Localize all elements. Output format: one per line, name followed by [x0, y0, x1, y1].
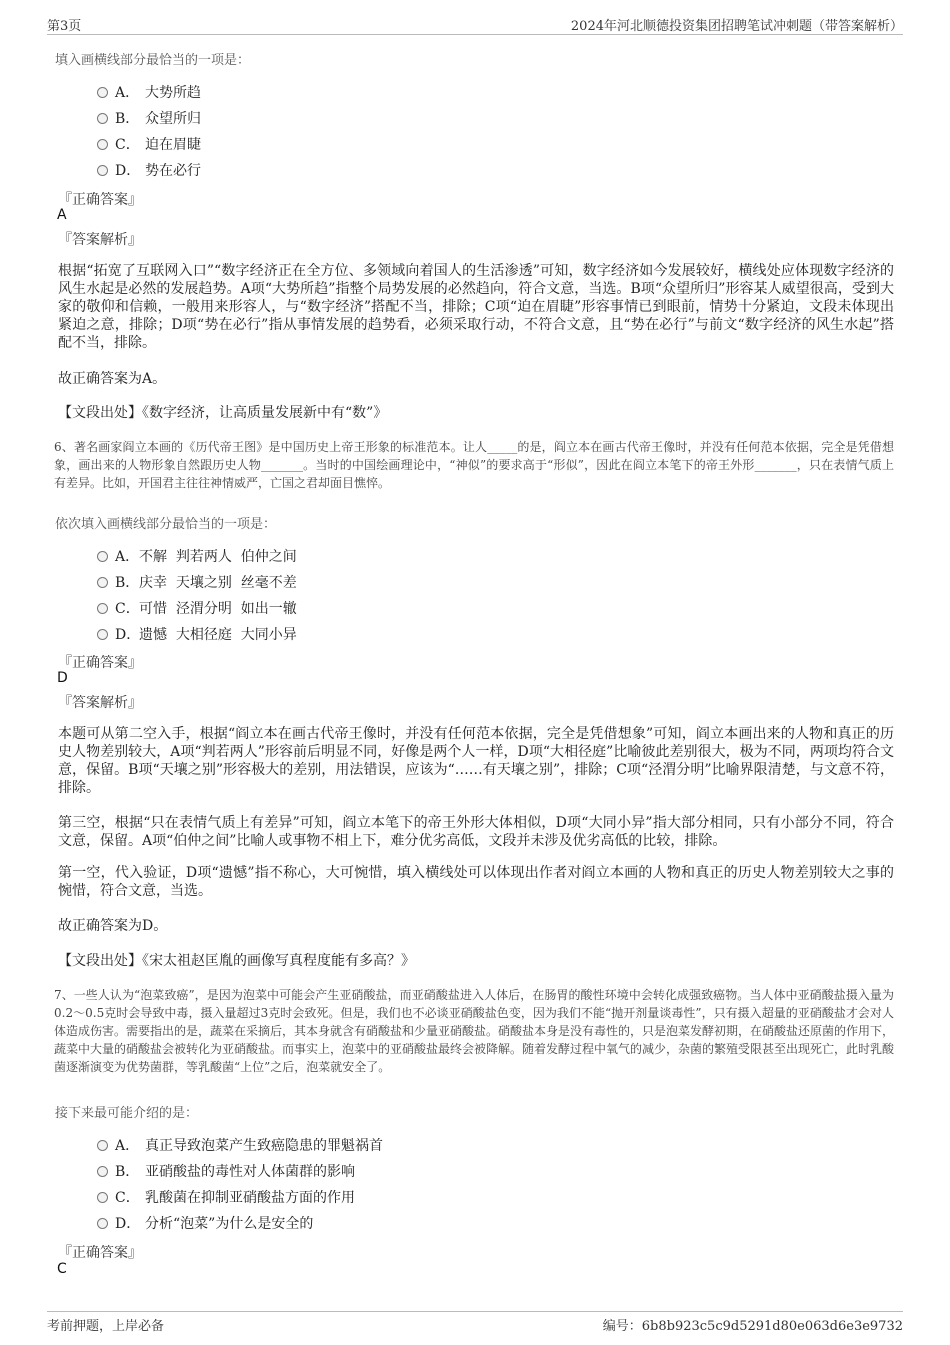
q5-conclusion: 故正确答案为A。: [58, 371, 167, 387]
q7-option-c[interactable]: C． 乳酸菌在抑制亚硝酸盐方面的作用: [97, 1187, 355, 1209]
radio-icon[interactable]: [97, 87, 108, 98]
q5-option-a[interactable]: A． 大势所趋: [97, 82, 201, 104]
radio-icon[interactable]: [97, 1218, 108, 1229]
q6-conclusion: 故正确答案为D。: [58, 918, 168, 934]
footer-slogan: 考前押题，上岸必备: [47, 1319, 165, 1334]
q5-answer: A: [57, 207, 67, 223]
q6-option-c[interactable]: C．可惜 泾渭分明 如出一辙: [97, 598, 297, 620]
q6-analysis-label: 『答案解析』: [58, 695, 142, 711]
q5-source: 【文段出处】《数字经济，让高质量发展新中有“数”》: [58, 405, 388, 421]
q7-answer: C: [57, 1261, 67, 1277]
document-code: 编号：6b8b923c5c9d5291d80e063d6e3e9732: [602, 1319, 903, 1334]
radio-icon[interactable]: [97, 629, 108, 640]
q6-answer: D: [57, 670, 68, 686]
q6-analysis-para-1: 本题可从第二空入手，根据“阎立本在画古代帝王像时，并没有任何范本依据，完全是凭借想象”可知，阎立本画出来的人物和真正的历史人物差别较大，A项“判若两人”形容前后明显不同，好像是两个人一样，D项“大相径庭”比喻彼此差别很大，极为不同，两项均符合文意，保留。B项“天壤之别”形容极大的差别，用法错误，应该为“……有天壤之别”，排除；C项“泾渭分明”比喻界限清楚，与文意不符，排除。: [58, 726, 894, 796]
page-header: [47, 14, 903, 35]
q5-analysis: 根据“拓宽了互联网入口”“数字经济正在全方位、多领域向着国人的生活渗透”可知，数字经济如今发展较好，横线处应体现数字经济的风生水起是必然的发展趋势。A项“大势所趋”指整个局势发展的必然趋向，符合文意，当选。B项“众望所归”形容某人威望很高，受到大家的敬仰和信赖，一般用来形容人，与“数字经济”搭配不当，排除；C项“迫在眉睫”形容事情已到眼前，情势十分紧迫，文段未体现出紧迫之意，排除；D项“势在必行”指从事情发展的趋势看，必须采取行动，不符合文意，且“势在必行”与前文“数字经济的风生水起”搭配不当，排除。: [58, 263, 894, 351]
q5-answer-label: 『正确答案』: [58, 192, 142, 208]
radio-icon[interactable]: [97, 1166, 108, 1177]
q7-option-b[interactable]: B． 亚硝酸盐的毒性对人体菌群的影响: [97, 1161, 355, 1183]
document-title: 2024年河北顺德投资集团招聘笔试冲刺题（带答案解析）: [570, 19, 903, 34]
q5-prompt: 填入画横线部分最恰当的一项是：: [55, 53, 251, 68]
radio-icon[interactable]: [97, 113, 108, 124]
q5-option-c[interactable]: C． 迫在眉睫: [97, 134, 201, 156]
radio-icon[interactable]: [97, 1192, 108, 1203]
q6-option-a[interactable]: A．不解 判若两人 伯仲之间: [97, 546, 297, 568]
q7-prompt: 接下来最可能介绍的是：: [55, 1106, 199, 1121]
q6-option-d[interactable]: D．遗憾 大相径庭 大同小异: [97, 624, 297, 646]
q6-question: 6、著名画家阎立本画的《历代帝王图》是中国历史上帝王形象的标准范本。让人_____的是，阎立本在画古代帝王像时，并没有任何范本依据，完全是凭借想象，画出来的人物形象自然跟历史人物_______。当时的中国绘画理论中，“神似”的要求高于“形似”，因此在阎立本笔下的帝王外形_______，只在表情气质上有差异。比如，开国君主往往神情威严，亡国之君却面目憔悴。: [54, 440, 894, 490]
q7-answer-label: 『正确答案』: [58, 1245, 142, 1261]
q6-prompt: 依次填入画横线部分最恰当的一项是：: [55, 517, 277, 532]
q5-option-d[interactable]: D． 势在必行: [97, 160, 201, 182]
radio-icon[interactable]: [97, 603, 108, 614]
page-footer: [47, 1311, 903, 1334]
radio-icon[interactable]: [97, 1140, 108, 1151]
radio-icon[interactable]: [97, 165, 108, 176]
q5-option-b[interactable]: B． 众望所归: [97, 108, 201, 130]
q7-option-a[interactable]: A． 真正导致泡菜产生致癌隐患的罪魁祸首: [97, 1135, 383, 1157]
q6-analysis-para-2: 第三空，根据“只在表情气质上有差异”可知，阎立本笔下的帝王外形大体相似，D项“大同小异”指大部分相同，只有小部分不同，符合文意，保留。A项“伯仲之间”比喻人或事物不相上下，难分优劣高低，文段并未涉及优劣高低的比较，排除。: [58, 815, 894, 849]
radio-icon[interactable]: [97, 577, 108, 588]
q6-source: 【文段出处】《宋太祖赵匡胤的画像写真程度能有多高？》: [58, 953, 415, 969]
page-number: 第3页: [47, 19, 82, 34]
q7-question: 7、一些人认为“泡菜致癌”，是因为泡菜中可能会产生亚硝酸盐，而亚硝酸盐进入人体后，在肠胃的酸性环境中会转化成强致癌物。当人体中亚硝酸盐摄入量为0.2～0.5克时会导致中毒，摄入量超过3克时会致死。但是，我们也不必谈亚硝酸盐色变，因为我们不能“抛开剂量谈毒性”，只有摄入超量的亚硝酸盐才会对人体造成伤害。需要指出的是，蔬菜在采摘后，其本身就含有硝酸盐和少量亚硝酸盐。硝酸盐本身是没有毒性的，只是泡菜发酵初期，在硝酸盐还原菌的作用下，蔬菜中大量的硝酸盐会被转化为亚硝酸盐。而事实上，泡菜中的亚硝酸盐最终会被降解。随着发酵过程中氧气的减少，杂菌的繁殖受限甚至出现死亡，此时乳酸菌逐渐演变为优势菌群，等乳酸菌“上位”之后，泡菜就安全了。: [54, 988, 895, 1074]
q6-answer-label: 『正确答案』: [58, 655, 142, 671]
q6-analysis-para-3: 第一空，代入验证，D项“遗憾”指不称心，大可惋惜，填入横线处可以体现出作者对阎立本画的人物和真正的历史人物差别较大之事的惋惜，符合文意，当选。: [58, 865, 894, 899]
radio-icon[interactable]: [97, 139, 108, 150]
q7-option-d[interactable]: D． 分析“泡菜”为什么是安全的: [97, 1213, 313, 1235]
q5-analysis-label: 『答案解析』: [58, 232, 142, 248]
q6-option-b[interactable]: B．庆幸 天壤之别 丝毫不差: [97, 572, 297, 594]
radio-icon[interactable]: [97, 551, 108, 562]
